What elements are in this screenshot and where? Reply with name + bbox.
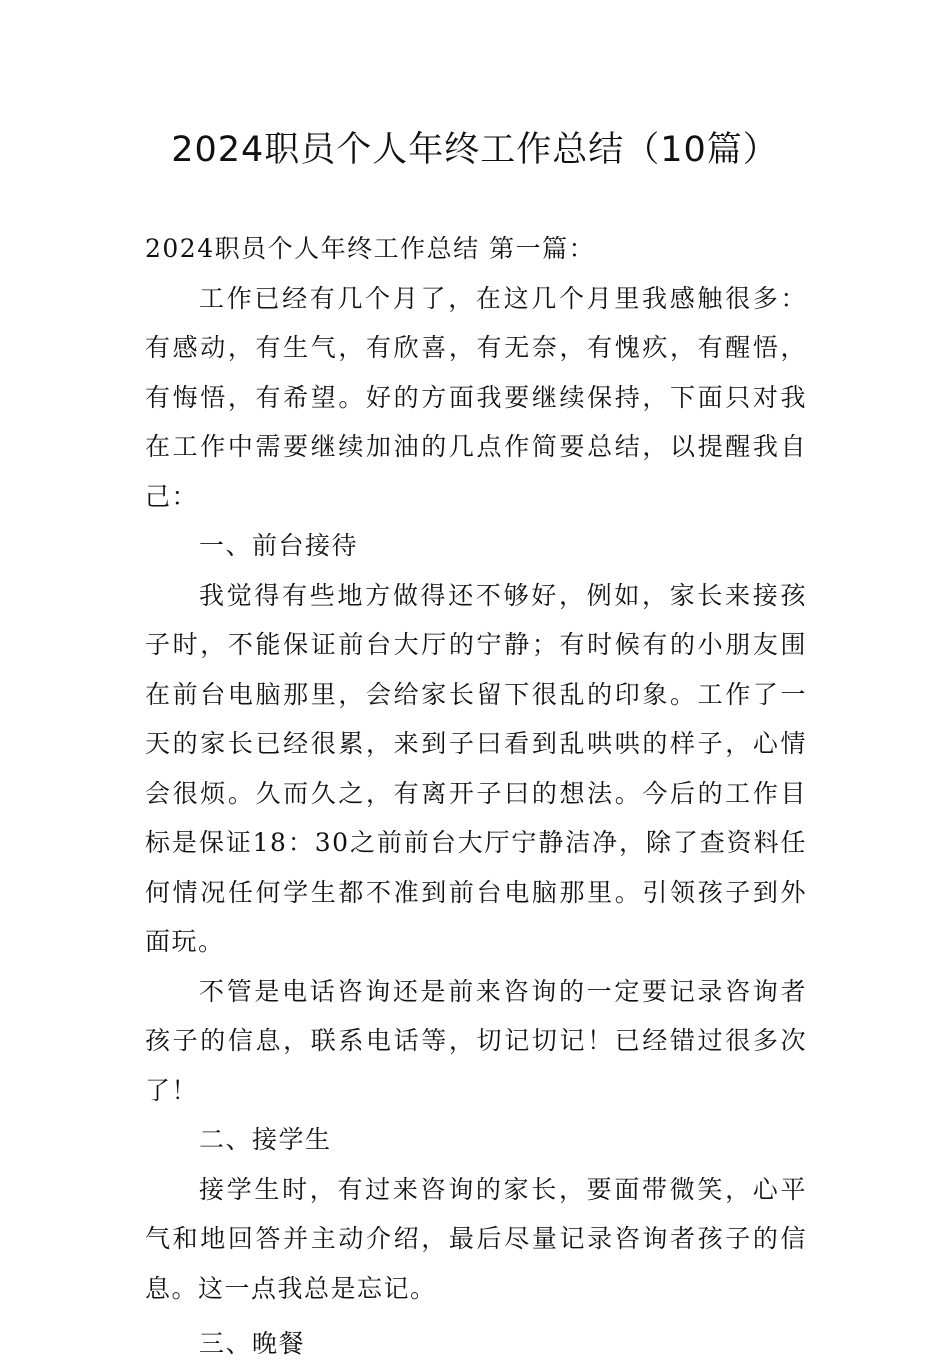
document-body (145, 224, 807, 1369)
heading-dinner: 三、晚餐 (199, 1329, 306, 1358)
heading-reception: 一、前台接待 (199, 531, 359, 560)
paragraph-consultation: 不管是电话咨询还是前来咨询的一定要记录咨询者孩子的信息，联系电话等，切记切记！已经错过很多次了！ (145, 976, 807, 1105)
document-title: 2024职员个人年终工作总结（10篇） (171, 130, 779, 170)
paragraph-reception: 我觉得有些地方做得还不够好，例如，家长来接孩子时，不能保证前台大厅的宁静；有时候有的小朋友围在前台电脑那里，会给家长留下很乱的印象。工作了一天的家长已经很累，来到子曰看到乱哄哄的样子，心情会很烦。久而久之，有离开子曰的想法。今后的工作目标是保证18：30之前前台大厅宁静洁净，除了查资料任何情况任何学生都不准到前台电脑那里。引领孩子到外面玩。 (145, 580, 807, 956)
paragraph-pickup: 接学生时，有过来咨询的家长，要面带微笑，心平气和地回答并主动介绍，最后尽量记录咨询者孩子的信息。这一点我总是忘记。 (145, 1174, 807, 1303)
paragraph-intro: 工作已经有几个月了，在这几个月里我感触很多：有感动，有生气，有欣喜，有无奈，有愧疚，有醒悟，有悔悟，有希望。好的方面我要继续保持，下面只对我在工作中需要继续加油的几点作简要总结，以提醒我自己： (145, 283, 807, 511)
heading-pickup: 二、接学生 (199, 1125, 332, 1154)
section-subtitle: 2024职员个人年终工作总结 第一篇： (145, 234, 596, 263)
